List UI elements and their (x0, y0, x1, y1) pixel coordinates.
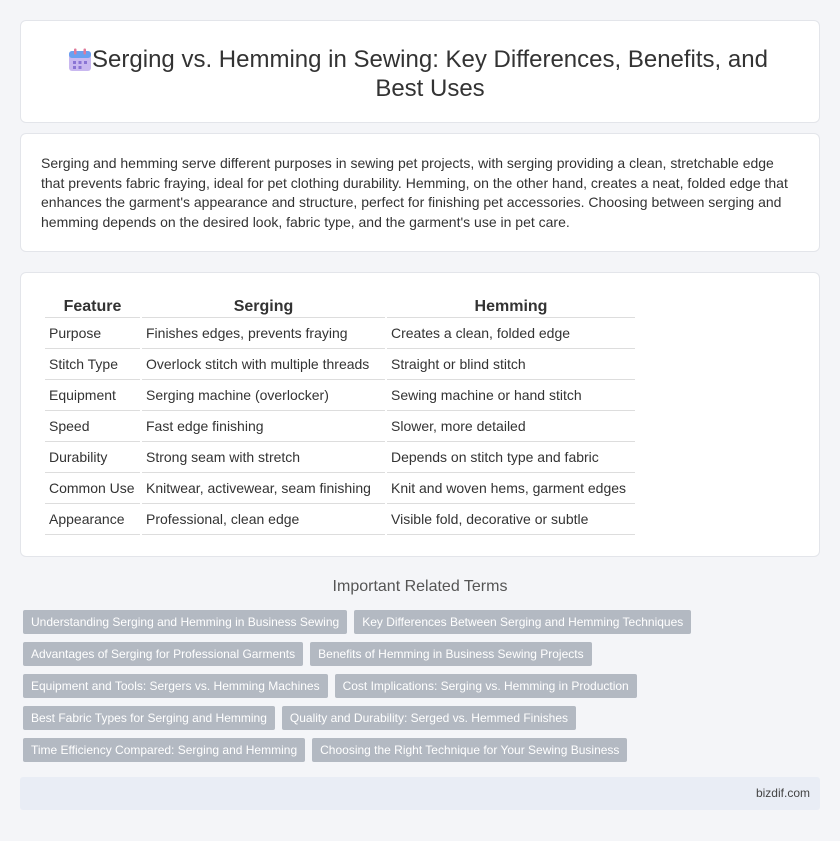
intro-card (20, 133, 820, 252)
related-term-link[interactable]: Quality and Durability: Serged vs. Hemmed Finishes (282, 706, 576, 730)
table-cell: Common Use (45, 473, 140, 504)
related-term-link[interactable]: Choosing the Right Technique for Your Sewing Business (312, 738, 627, 762)
related-terms-heading: Important Related Terms (332, 578, 508, 595)
table-cell: Durability (45, 442, 140, 473)
table-cell: Speed (45, 411, 140, 442)
table-cell: Purpose (45, 318, 140, 349)
header-card (20, 20, 820, 123)
related-term-link[interactable]: Time Efficiency Compared: Serging and Hemming (23, 738, 305, 762)
table-row (45, 442, 635, 473)
table-cell: Knitwear, activewear, seam finishing (142, 473, 385, 504)
column-header: Serging (142, 296, 385, 318)
intro-paragraph: Serging and hemming serve different purposes in sewing pet projects, with serging providing a clean, stretchable edge that prevents fabric fraying, ideal for pet clothing durability. Hemming, on the other hand, creates a neat, folded edge that enhances the garment's appearance and structure, perfect for finishing pet accessories. Choosing between serging and hemming depends on the desired look, fabric type, and the garment's use in pet care. (41, 155, 788, 230)
table-cell: Knit and woven hems, garment edges (387, 473, 635, 504)
table-row (45, 349, 635, 380)
table-cell: Fast edge finishing (142, 411, 385, 442)
table-cell: Slower, more detailed (387, 411, 635, 442)
table-header-row (45, 296, 635, 318)
table-row (45, 318, 635, 349)
site-credit[interactable]: bizdif.com (755, 786, 810, 800)
related-term-link[interactable]: Best Fabric Types for Serging and Hemming (23, 706, 275, 730)
column-header: Feature (45, 296, 140, 318)
related-terms-list (23, 610, 823, 770)
related-term-link[interactable]: Cost Implications: Serging vs. Hemming in Production (335, 674, 637, 698)
related-term-link[interactable]: Equipment and Tools: Sergers vs. Hemming Machines (23, 674, 328, 698)
footer-bar (20, 777, 820, 810)
table-row (45, 473, 635, 504)
table-cell: Depends on stitch type and fabric (387, 442, 635, 473)
related-term-link[interactable]: Understanding Serging and Hemming in Business Sewing (23, 610, 347, 634)
table-cell: Overlock stitch with multiple threads (142, 349, 385, 380)
table-cell: Straight or blind stitch (387, 349, 635, 380)
table-cell: Stitch Type (45, 349, 140, 380)
table-cell: Visible fold, decorative or subtle (387, 504, 635, 535)
table-cell: Creates a clean, folded edge (387, 318, 635, 349)
related-term-link[interactable]: Advantages of Serging for Professional Garments (23, 642, 303, 666)
comparison-table (43, 296, 637, 535)
column-header: Hemming (387, 296, 635, 318)
related-term-link[interactable]: Key Differences Between Serging and Hemming Techniques (354, 610, 691, 634)
table-cell: Serging machine (overlocker) (142, 380, 385, 411)
table-cell: Appearance (45, 504, 140, 535)
table-cell: Strong seam with stretch (142, 442, 385, 473)
table-row (45, 411, 635, 442)
table-cell: Finishes edges, prevents fraying (142, 318, 385, 349)
table-row (45, 504, 635, 535)
comparison-card (20, 272, 820, 557)
table-cell: Professional, clean edge (142, 504, 385, 535)
page-title: Serging vs. Hemming in Sewing: Key Differences, Benefits, and Best Uses (92, 46, 768, 102)
table-cell: Sewing machine or hand stitch (387, 380, 635, 411)
table-cell: Equipment (45, 380, 140, 411)
related-term-link[interactable]: Benefits of Hemming in Business Sewing Projects (310, 642, 591, 666)
table-row (45, 380, 635, 411)
